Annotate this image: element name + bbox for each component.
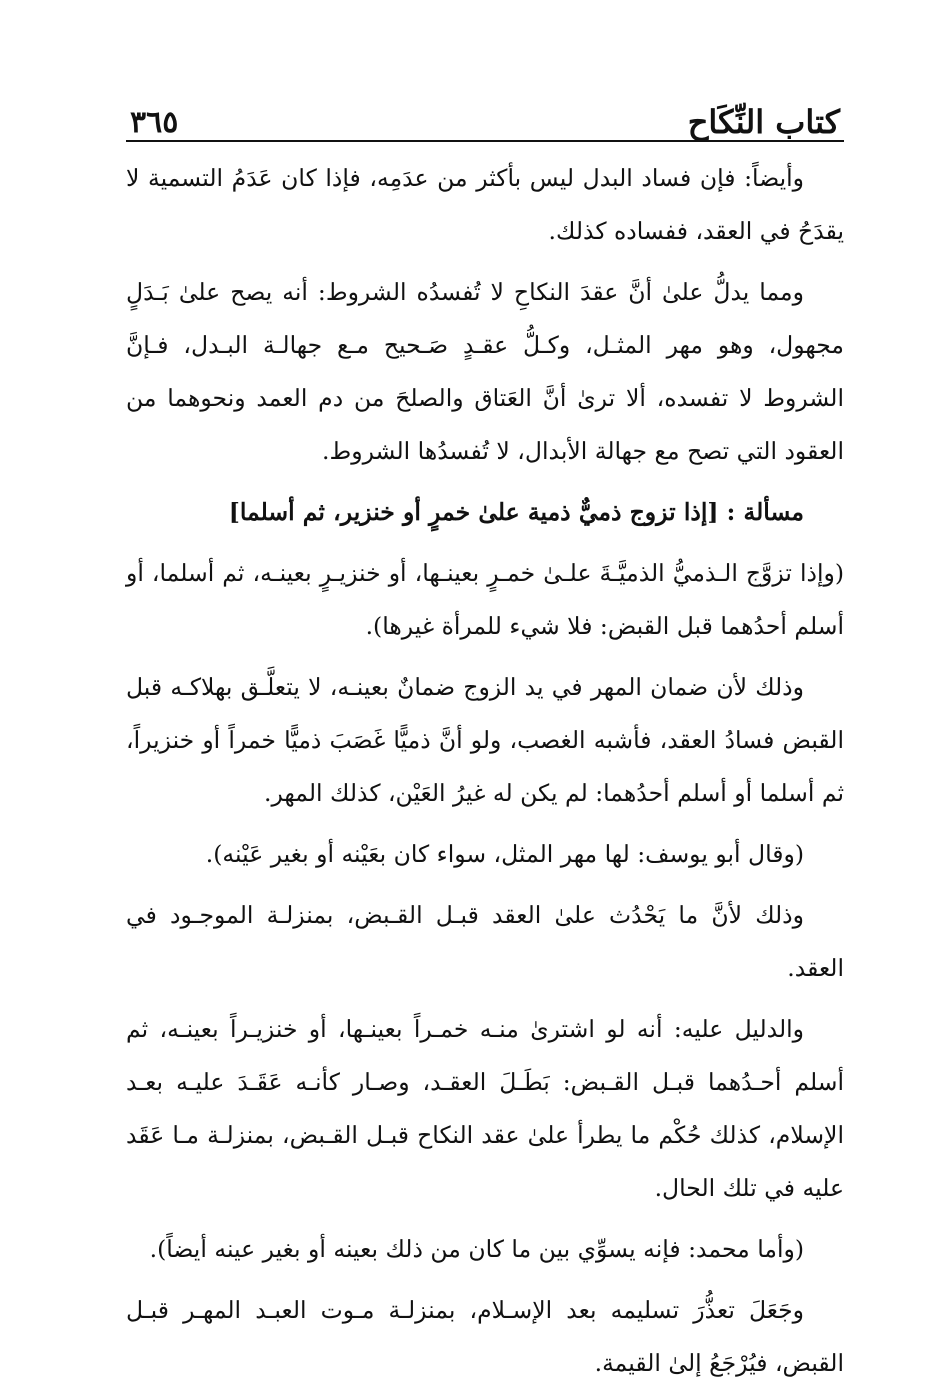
paragraph-1: وأيضاً: فإن فساد البدل ليس بأكثر من عدَمِه، فإذا كان عَدَمُ التسمية لا يقدَحُ في العقد، ففساده كذلك. xyxy=(126,164,844,245)
paragraph-2: ومما يدلُّ علىٰ أنَّ عقدَ النكاحِ لا تُفسدُه الشروط: أنه يصح علىٰ بَـدَلٍ مجهول، وهو مهر المثـل، وكـلُّ عقـدٍ صَـحيح مـع جهالـة البـدل، فـإنَّ الشروط لا تفسده، ألا ترىٰ أنَّ العَتاق والصلحَ من دم العمد ونحوهما من العقود التي تصح مع جهالة الأبدال، لا تُفسدُها الشروط. xyxy=(126,278,844,465)
paragraph-8: (وأما محمد: فإنه يسوِّي بين ما كان من ذلك بعينه أو بغير عينه أيضاً). xyxy=(149,1235,804,1263)
issue-heading: مسألة : [إذا تزوج ذميٌّ ذمية علىٰ خمرٍ أو خنزير، ثم أسلما] xyxy=(228,498,804,526)
paragraph-3: (وإذا تزوَّج الـذميُّ الذميَّـةَ علـىٰ خمـرٍ بعينـها، أو خنزيـرٍ بعينـه، ثم أسلما، أو أسلم أحدُهما قبل القبض: فلا شيء للمرأة غيرها). xyxy=(126,559,844,640)
paragraph-7: والدليل عليه: أنه لو اشترىٰ منـه خمـراً بعينـها، أو خنزيـراً بعينـه، ثم أسلم أحـدُهما قبـل القـبض: بَطَـلَ العقـد، وصـار كأنـه عَقَـدَ عليـه بعـد الإسلام، كذلك حُكْم ما يطرأ علىٰ عقد النكاح قبـل القـبض، بمنزلـة مـا عَقَد عليه في تلك الحال. xyxy=(126,1015,844,1202)
chapter-title: كتاب النِّكَاح xyxy=(687,103,840,141)
paragraph-6: وذلك لأنَّ ما يَحْدُث علىٰ العقد قبـل القـبض، بمنزلـة الموجـود في العقد. xyxy=(126,901,844,982)
page-body xyxy=(126,142,844,1390)
paragraph-5: (وقال أبو يوسف: لها مهر المثل، سواء كان بعَيْنه أو بغير عَيْنه). xyxy=(205,840,804,868)
book-page xyxy=(126,80,844,1377)
paragraph-9: وجَعَلَ تعذُّرَ تسليمه بعد الإسـلام، بمنزلـة مـوت العبـد المهـر قبـل القبض، فيُرْجَعُ إلىٰ القيمة. xyxy=(126,1296,844,1377)
page-number: ٣٦٥ xyxy=(130,105,179,140)
paragraph-4: وذلك لأن ضمان المهر في يد الزوج ضمانٌ بعينـه، لا يتعلَّـق بهلاكـه قبل القبض فسادُ العقد، فأشبه الغصب، ولو أنَّ ذميًّا غَصَبَ ذميًّا خمراً أو خنزيراً، ثم أسلما أو أسلم أحدُهما: لم يكن له غيرُ العَيْن، كذلك المهر. xyxy=(126,673,844,807)
page-header xyxy=(126,80,844,142)
